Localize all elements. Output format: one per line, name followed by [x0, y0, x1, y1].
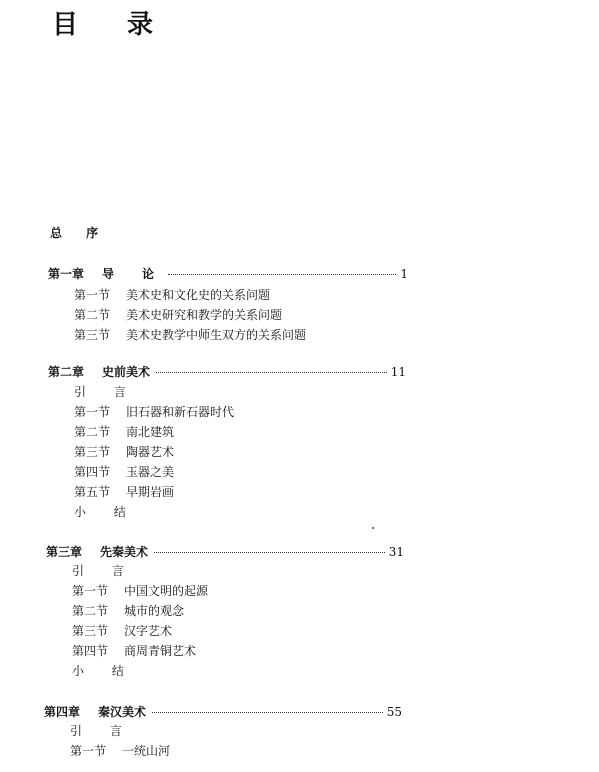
chapter-1-entry[interactable] — [48, 265, 408, 282]
section-label: 第一节 — [74, 288, 111, 302]
section-entry[interactable] — [70, 742, 170, 759]
chapter-number: 第三章 — [46, 545, 83, 559]
dot-leader — [152, 712, 383, 713]
section-label: 第一节 — [72, 584, 109, 598]
chapter-title: 秦汉美术 — [98, 705, 147, 719]
chapter-page-number: 55 — [386, 705, 402, 719]
section-label: 第一节 — [74, 405, 111, 419]
section-entry[interactable] — [72, 582, 208, 599]
chapter-number: 第四章 — [44, 705, 81, 719]
section-entry[interactable] — [74, 383, 138, 400]
section-label: 引 言 — [74, 385, 138, 399]
chapter-2-entry[interactable] — [48, 363, 406, 380]
section-label: 第一节 — [70, 744, 107, 758]
section-entry[interactable] — [70, 722, 134, 739]
chapter-title: 史前美术 — [102, 365, 151, 379]
section-title: 南北建筑 — [126, 425, 175, 439]
chapter-page-number: 1 — [400, 267, 408, 281]
section-entry[interactable] — [74, 326, 306, 343]
section-title: 城市的观念 — [124, 604, 185, 618]
section-title: 一统山河 — [122, 744, 171, 758]
section-label: 第二节 — [72, 604, 109, 618]
section-title: 美术史和文化史的关系问题 — [126, 288, 271, 302]
section-label: 第三节 — [74, 445, 111, 459]
dot-leader — [156, 372, 387, 373]
section-title: 中国文明的起源 — [124, 584, 209, 598]
dot-leader — [154, 552, 385, 553]
section-entry[interactable] — [74, 286, 270, 303]
section-label: 引 言 — [70, 724, 134, 738]
section-entry[interactable] — [74, 483, 174, 500]
section-label: 第四节 — [72, 644, 109, 658]
section-entry[interactable] — [74, 403, 234, 420]
page-title: 目 录 — [52, 10, 174, 40]
section-label: 小 结 — [74, 505, 138, 519]
section-title: 旧石器和新石器时代 — [126, 405, 235, 419]
section-entry[interactable] — [72, 562, 136, 579]
stray-dot-mark — [372, 527, 374, 529]
section-entry[interactable] — [74, 443, 174, 460]
chapter-page-number: 31 — [388, 545, 404, 559]
section-title: 美术史教学中师生双方的关系问题 — [126, 328, 307, 342]
section-entry[interactable] — [74, 463, 174, 480]
section-entry[interactable] — [72, 642, 196, 659]
chapter-number: 第二章 — [48, 365, 85, 379]
section-label: 第二节 — [74, 308, 111, 322]
section-title: 美术史研究和教学的关系问题 — [126, 308, 283, 322]
section-label: 第四节 — [74, 465, 111, 479]
chapter-3-entry[interactable] — [46, 543, 404, 560]
section-entry[interactable] — [74, 423, 174, 440]
chapter-title: 先秦美术 — [100, 545, 149, 559]
section-label: 引 言 — [72, 564, 136, 578]
section-label: 第二节 — [74, 425, 111, 439]
section-label: 小 结 — [72, 664, 136, 678]
chapter-4-entry[interactable] — [44, 703, 402, 720]
chapter-page-number: 11 — [390, 365, 406, 379]
section-entry[interactable] — [72, 662, 136, 679]
section-title: 商周青铜艺术 — [124, 644, 197, 658]
section-title: 玉器之美 — [126, 465, 175, 479]
section-title: 汉字艺术 — [124, 624, 173, 638]
general-preface-heading: 总 序 — [50, 226, 109, 240]
section-entry[interactable] — [74, 306, 282, 323]
section-label: 第三节 — [72, 624, 109, 638]
chapter-title: 导 论 — [102, 267, 163, 281]
section-entry[interactable] — [72, 602, 184, 619]
section-label: 第三节 — [74, 328, 111, 342]
section-label: 第五节 — [74, 485, 111, 499]
chapter-number: 第一章 — [48, 267, 85, 281]
section-entry[interactable] — [74, 503, 138, 520]
section-title: 陶器艺术 — [126, 445, 175, 459]
dot-leader — [168, 274, 396, 275]
section-title: 早期岩画 — [126, 485, 175, 499]
section-entry[interactable] — [72, 622, 172, 639]
